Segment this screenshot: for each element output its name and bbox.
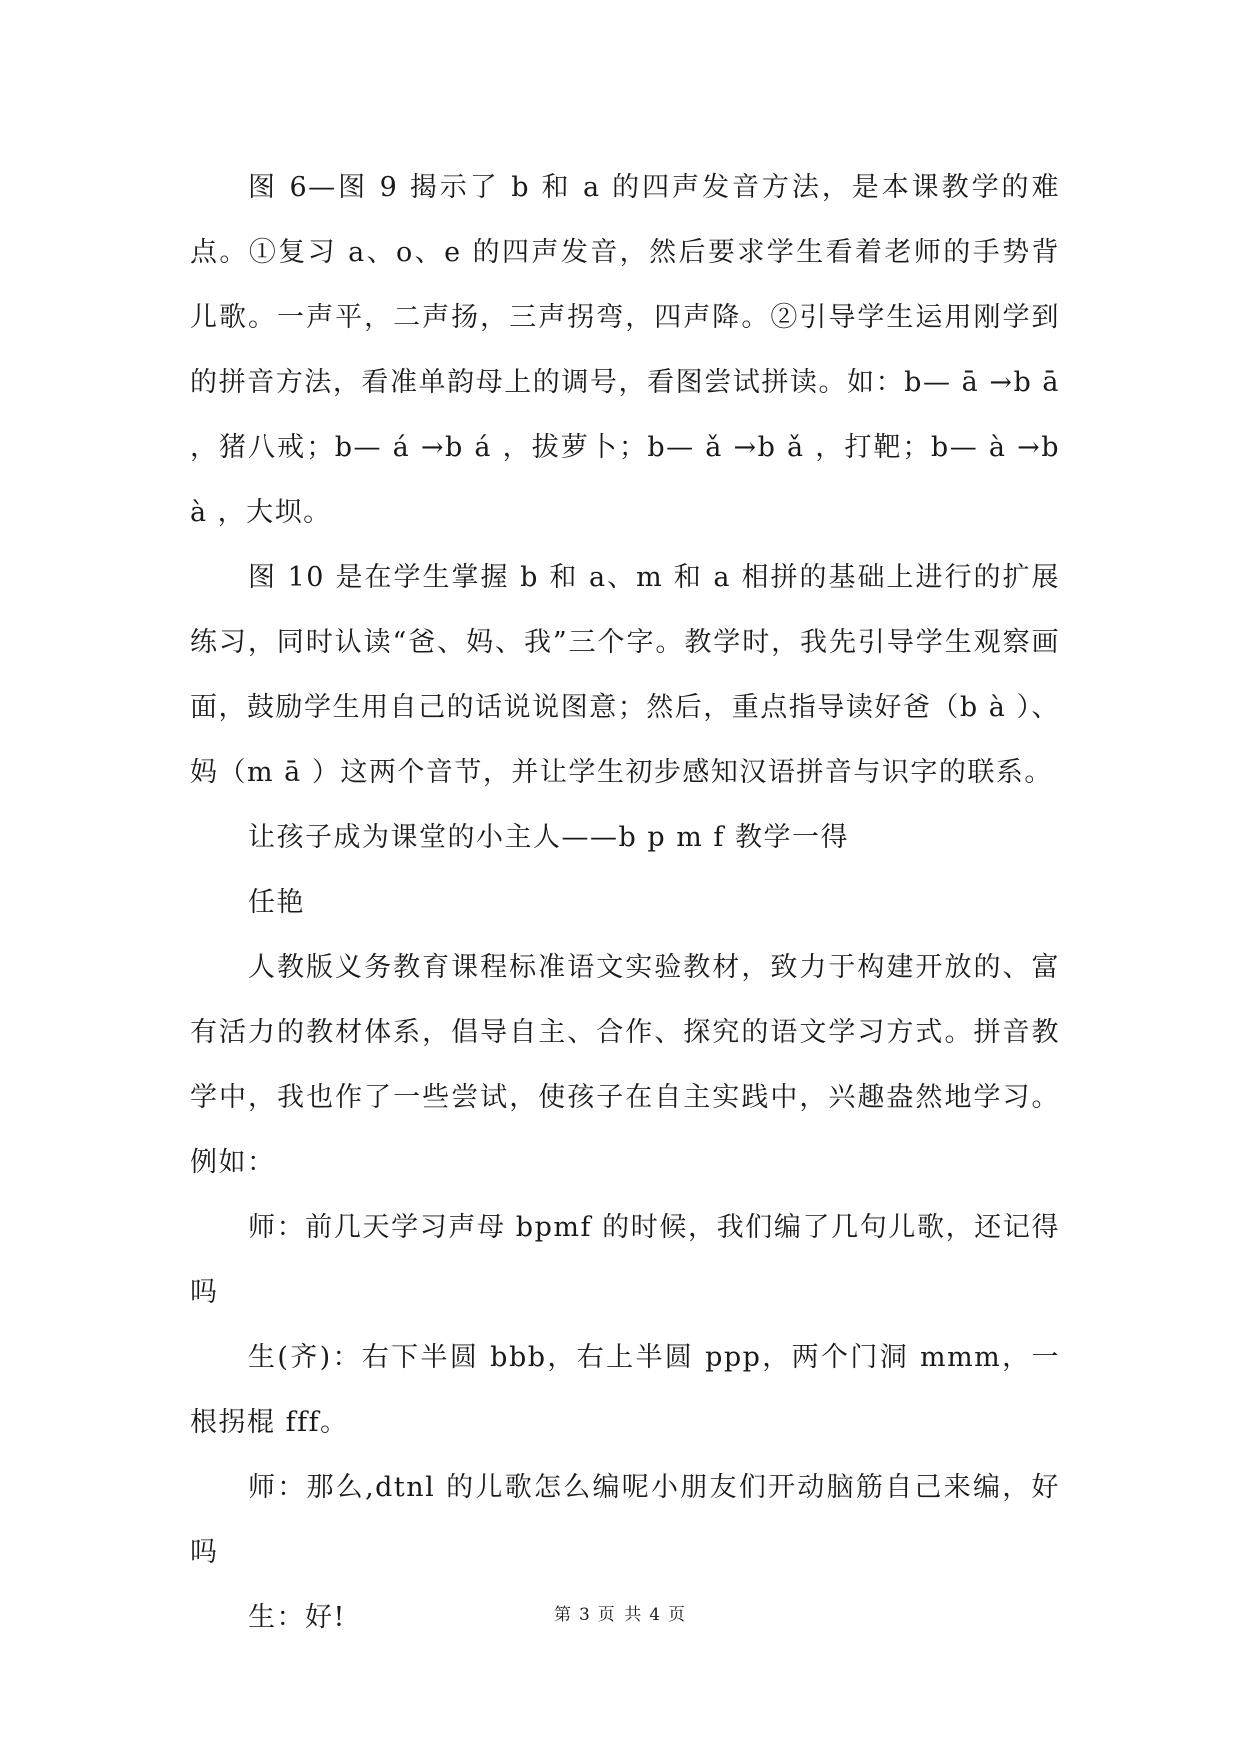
article-author: 任艳 xyxy=(248,887,305,918)
paragraph-intro: 人教版义务教育课程标准语文实验教材，致力于构建开放的、富有活力的教材体系，倡导自主、合作、探究的语文学习方式。拼音教学中，我也作了一些尝试，使孩子在自主实践中，兴趣盎然地学习。例如： xyxy=(190,952,1060,1178)
article-title: 让孩子成为课堂的小主人——b p m f 教学一得 xyxy=(248,822,849,853)
page-footer xyxy=(0,1600,1241,1625)
footer-total-pages: 4 xyxy=(649,1605,663,1625)
dialogue-teacher-1: 师：前几天学习声母 bpmf 的时候，我们编了几句儿歌，还记得吗 xyxy=(190,1212,1060,1308)
footer-prefix: 第 xyxy=(553,1605,573,1625)
dialogue-teacher-2: 师：那么,dtnl 的儿歌怎么编呢小朋友们开动脑筋自己来编，好吗 xyxy=(190,1472,1060,1568)
paragraph-tone-practice: 图 6—图 9 揭示了 b 和 a 的四声发音方法，是本课教学的难点。①复习 a、o、e 的四声发音，然后要求学生看着老师的手势背儿歌。一声平，二声扬，三声拐弯，四声降。②引导学生运用刚学到的拼音方法，看准单韵母上的调号，看图尝试拼读。如：b— ā →b ā ，猪八戒；b— á →b á ，拔萝卜；b— ǎ →b ǎ ，打靶；b— à →b à ，大坝。 xyxy=(190,172,1060,528)
footer-middle: 页 共 xyxy=(597,1605,644,1625)
footer-suffix: 页 xyxy=(668,1605,688,1625)
footer-current-page: 3 xyxy=(578,1605,592,1625)
document-body xyxy=(190,155,1060,1650)
dialogue-students-1: 生(齐)：右下半圆 bbb，右上半圆 ppp，两个门洞 mmm，一根拐棍 fff。 xyxy=(190,1342,1060,1438)
paragraph-extension-practice: 图 10 是在学生掌握 b 和 a、m 和 a 相拼的基础上进行的扩展练习，同时认读“爸、妈、我”三个字。教学时，我先引导学生观察画面，鼓励学生用自己的话说说图意；然后，重点指导读好爸（b à ）、妈（m ā ）这两个音节，并让学生初步感知汉语拼音与识字的联系。 xyxy=(190,562,1060,788)
dialogue-students-2: 生：好! xyxy=(248,1602,346,1633)
